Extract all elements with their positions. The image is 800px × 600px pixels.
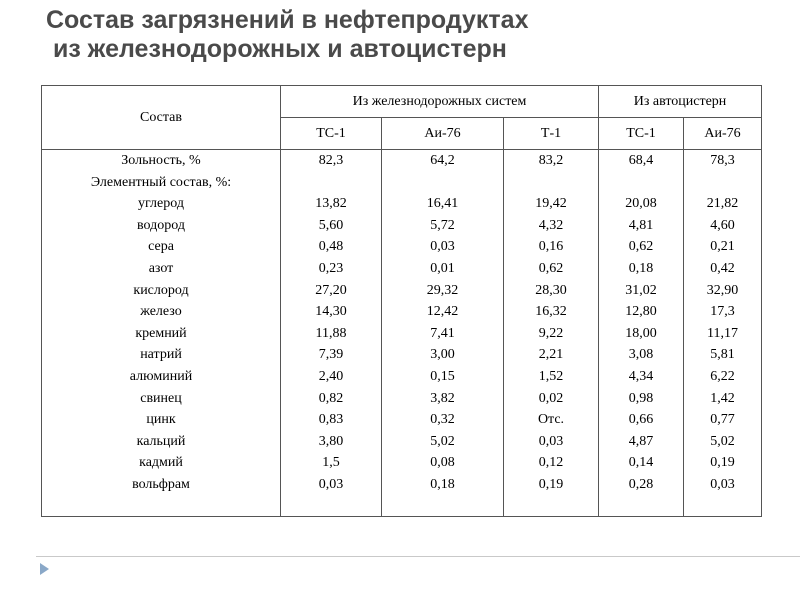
- table-cell-value: 11,88: [315, 325, 347, 341]
- footer-divider: [36, 556, 800, 557]
- row-label: сера: [148, 239, 174, 255]
- row-label: Элементный состав, %:: [90, 174, 232, 190]
- table-cell-value: 0,01: [430, 260, 455, 276]
- table-cell-value: 3,80: [318, 433, 344, 449]
- values-column-rail-ai76: [382, 150, 504, 517]
- table-cell-value: 11,17: [707, 325, 738, 341]
- table-cell-value: 20,08: [625, 196, 657, 212]
- table-cell-value: 31,02: [625, 282, 657, 298]
- values-column-rail-ts1: [281, 150, 382, 517]
- table-cell-value: 7,39: [318, 347, 344, 363]
- table-cell-value: 1,52: [538, 368, 564, 384]
- row-label: кальций: [136, 433, 186, 449]
- table-cell-value: 0,48: [318, 239, 344, 255]
- table-cell-value: 32,90: [706, 282, 739, 298]
- table-cell-value: 0,02: [538, 390, 564, 406]
- table-cell-value: 5,02: [710, 433, 735, 449]
- table-cell-value: 4,81: [628, 217, 654, 233]
- table-cell-value: 0,19: [538, 476, 564, 492]
- table-cell-value: 0,18: [430, 476, 455, 492]
- row-label: алюминий: [129, 368, 193, 384]
- table-cell-value: 27,20: [315, 282, 347, 298]
- values-column-auto-ts1: [599, 150, 684, 517]
- table-cell-value: 5,81: [710, 347, 735, 363]
- header-col-rail-ts1: ТС-1: [281, 118, 382, 150]
- row-label: кремний: [135, 325, 187, 341]
- values-column-auto-ai76: [684, 150, 762, 517]
- table-cell-value: 1,42: [710, 390, 735, 406]
- table-cell-value: [382, 172, 503, 194]
- page-title: [46, 6, 528, 64]
- table-cell-value: 0,66: [628, 412, 654, 428]
- header-composition: Состав: [42, 86, 281, 150]
- table-cell-value: 0,21: [710, 239, 735, 255]
- table-cell-value: 0,62: [538, 260, 564, 276]
- table-cell-value: 21,82: [706, 196, 739, 212]
- row-label: свинец: [140, 390, 182, 406]
- table-cell-value: 4,34: [628, 368, 654, 384]
- title-line-2: из железнодорожных и автоцистерн: [46, 35, 507, 63]
- row-labels-column: [42, 150, 281, 517]
- table-cell-value: 0,62: [628, 239, 654, 255]
- row-label: кадмий: [139, 455, 183, 471]
- table-cell-value: 0,82: [318, 390, 344, 406]
- header-row-groups: [42, 86, 762, 118]
- table-cell-value: 68,4: [628, 153, 654, 168]
- header-rail-group: Из железнодорожных систем: [281, 86, 599, 118]
- table-cell-value: 14,30: [315, 304, 347, 320]
- table-cell-value: 4,87: [628, 433, 654, 449]
- table-cell-value: 5,72: [430, 217, 455, 233]
- table-cell-value: 13,82: [315, 196, 347, 212]
- table-cell-value: 0,77: [710, 412, 735, 428]
- table-cell-value: 5,02: [430, 433, 455, 449]
- header-auto-group: Из автоцистерн: [599, 86, 762, 118]
- row-label: кислород: [133, 282, 189, 298]
- table-cell-value: 0,83: [318, 412, 344, 428]
- table-cell-value: 12,42: [426, 304, 459, 320]
- table-cell-value: 0,18: [628, 260, 654, 276]
- table-cell-value: 0,23: [318, 260, 344, 276]
- row-label: азот: [148, 260, 174, 276]
- table-cell-value: [599, 172, 683, 194]
- title-line-1: Состав загрязнений в нефтепродуктах: [46, 6, 529, 34]
- table-cell-value: 7,41: [430, 325, 455, 341]
- table-cell-value: 0,03: [538, 433, 564, 449]
- table-cell-value: 4,32: [538, 217, 564, 233]
- table-cell-value: [281, 172, 381, 194]
- table-cell-value: 0,12: [538, 455, 564, 471]
- table-cell-value: 0,98: [628, 390, 654, 406]
- table-cell-value: 17,3: [710, 304, 735, 320]
- header-col-auto-ts1: ТС-1: [599, 118, 684, 150]
- slide-bullet-icon: [40, 563, 49, 575]
- table-cell-value: 64,2: [430, 153, 455, 168]
- table-cell-value: 16,32: [535, 304, 567, 320]
- table-cell-value: 19,42: [535, 196, 567, 212]
- values-column-rail-t1: [504, 150, 599, 517]
- table-cell-value: 16,41: [426, 196, 459, 212]
- table-cell-value: 0,16: [538, 239, 564, 255]
- row-label: цинк: [146, 412, 176, 428]
- table-cell-value: 2,21: [538, 347, 564, 363]
- table-cell-value: 29,32: [426, 282, 459, 298]
- table-cell-value: 78,3: [710, 153, 735, 168]
- table-cell-value: 0,15: [430, 368, 455, 384]
- table-body-row: [42, 150, 762, 517]
- table-cell-value: 1,5: [322, 455, 340, 471]
- row-label: вольфрам: [132, 476, 190, 492]
- table-cell-value: 3,08: [628, 347, 654, 363]
- row-label: углерод: [138, 196, 184, 212]
- table-cell-value: 0,28: [628, 476, 654, 492]
- row-label: Зольность, %: [121, 153, 201, 168]
- table-cell-value: 2,40: [318, 368, 344, 384]
- row-label: натрий: [140, 347, 182, 363]
- table-cell-value: [684, 172, 761, 194]
- table-cell-value: [504, 172, 598, 194]
- table-cell-value: 6,22: [710, 368, 735, 384]
- table-cell-value: 0,08: [430, 455, 455, 471]
- table-cell-value: 3,82: [430, 390, 455, 406]
- table-cell-value: 0,14: [628, 455, 654, 471]
- table-cell-value: 0,03: [710, 476, 735, 492]
- table-cell-value: 0,19: [710, 455, 735, 471]
- table-cell-value: 12,80: [625, 304, 657, 320]
- table-cell-value: 18,00: [625, 325, 657, 341]
- table-cell-value: 82,3: [318, 153, 344, 168]
- header-col-auto-ai76: Аи-76: [684, 118, 762, 150]
- row-label: железо: [140, 304, 182, 320]
- table-cell-value: 0,42: [710, 260, 735, 276]
- table-cell-value: 28,30: [535, 282, 567, 298]
- table-cell-value: 9,22: [538, 325, 564, 341]
- header-col-rail-t1: Т-1: [504, 118, 599, 150]
- table-cell-value: 4,60: [710, 217, 735, 233]
- table-cell-value: 3,00: [430, 347, 455, 363]
- composition-table: [41, 85, 762, 517]
- table-cell-value: 0,32: [430, 412, 455, 428]
- row-label: водород: [137, 217, 185, 233]
- table-cell-value: Отс.: [537, 412, 565, 428]
- header-col-rail-ai76: Аи-76: [382, 118, 504, 150]
- table-cell-value: 0,03: [318, 476, 344, 492]
- table-cell-value: 0,03: [430, 239, 455, 255]
- table-cell-value: 5,60: [318, 217, 344, 233]
- table-cell-value: 83,2: [538, 153, 564, 168]
